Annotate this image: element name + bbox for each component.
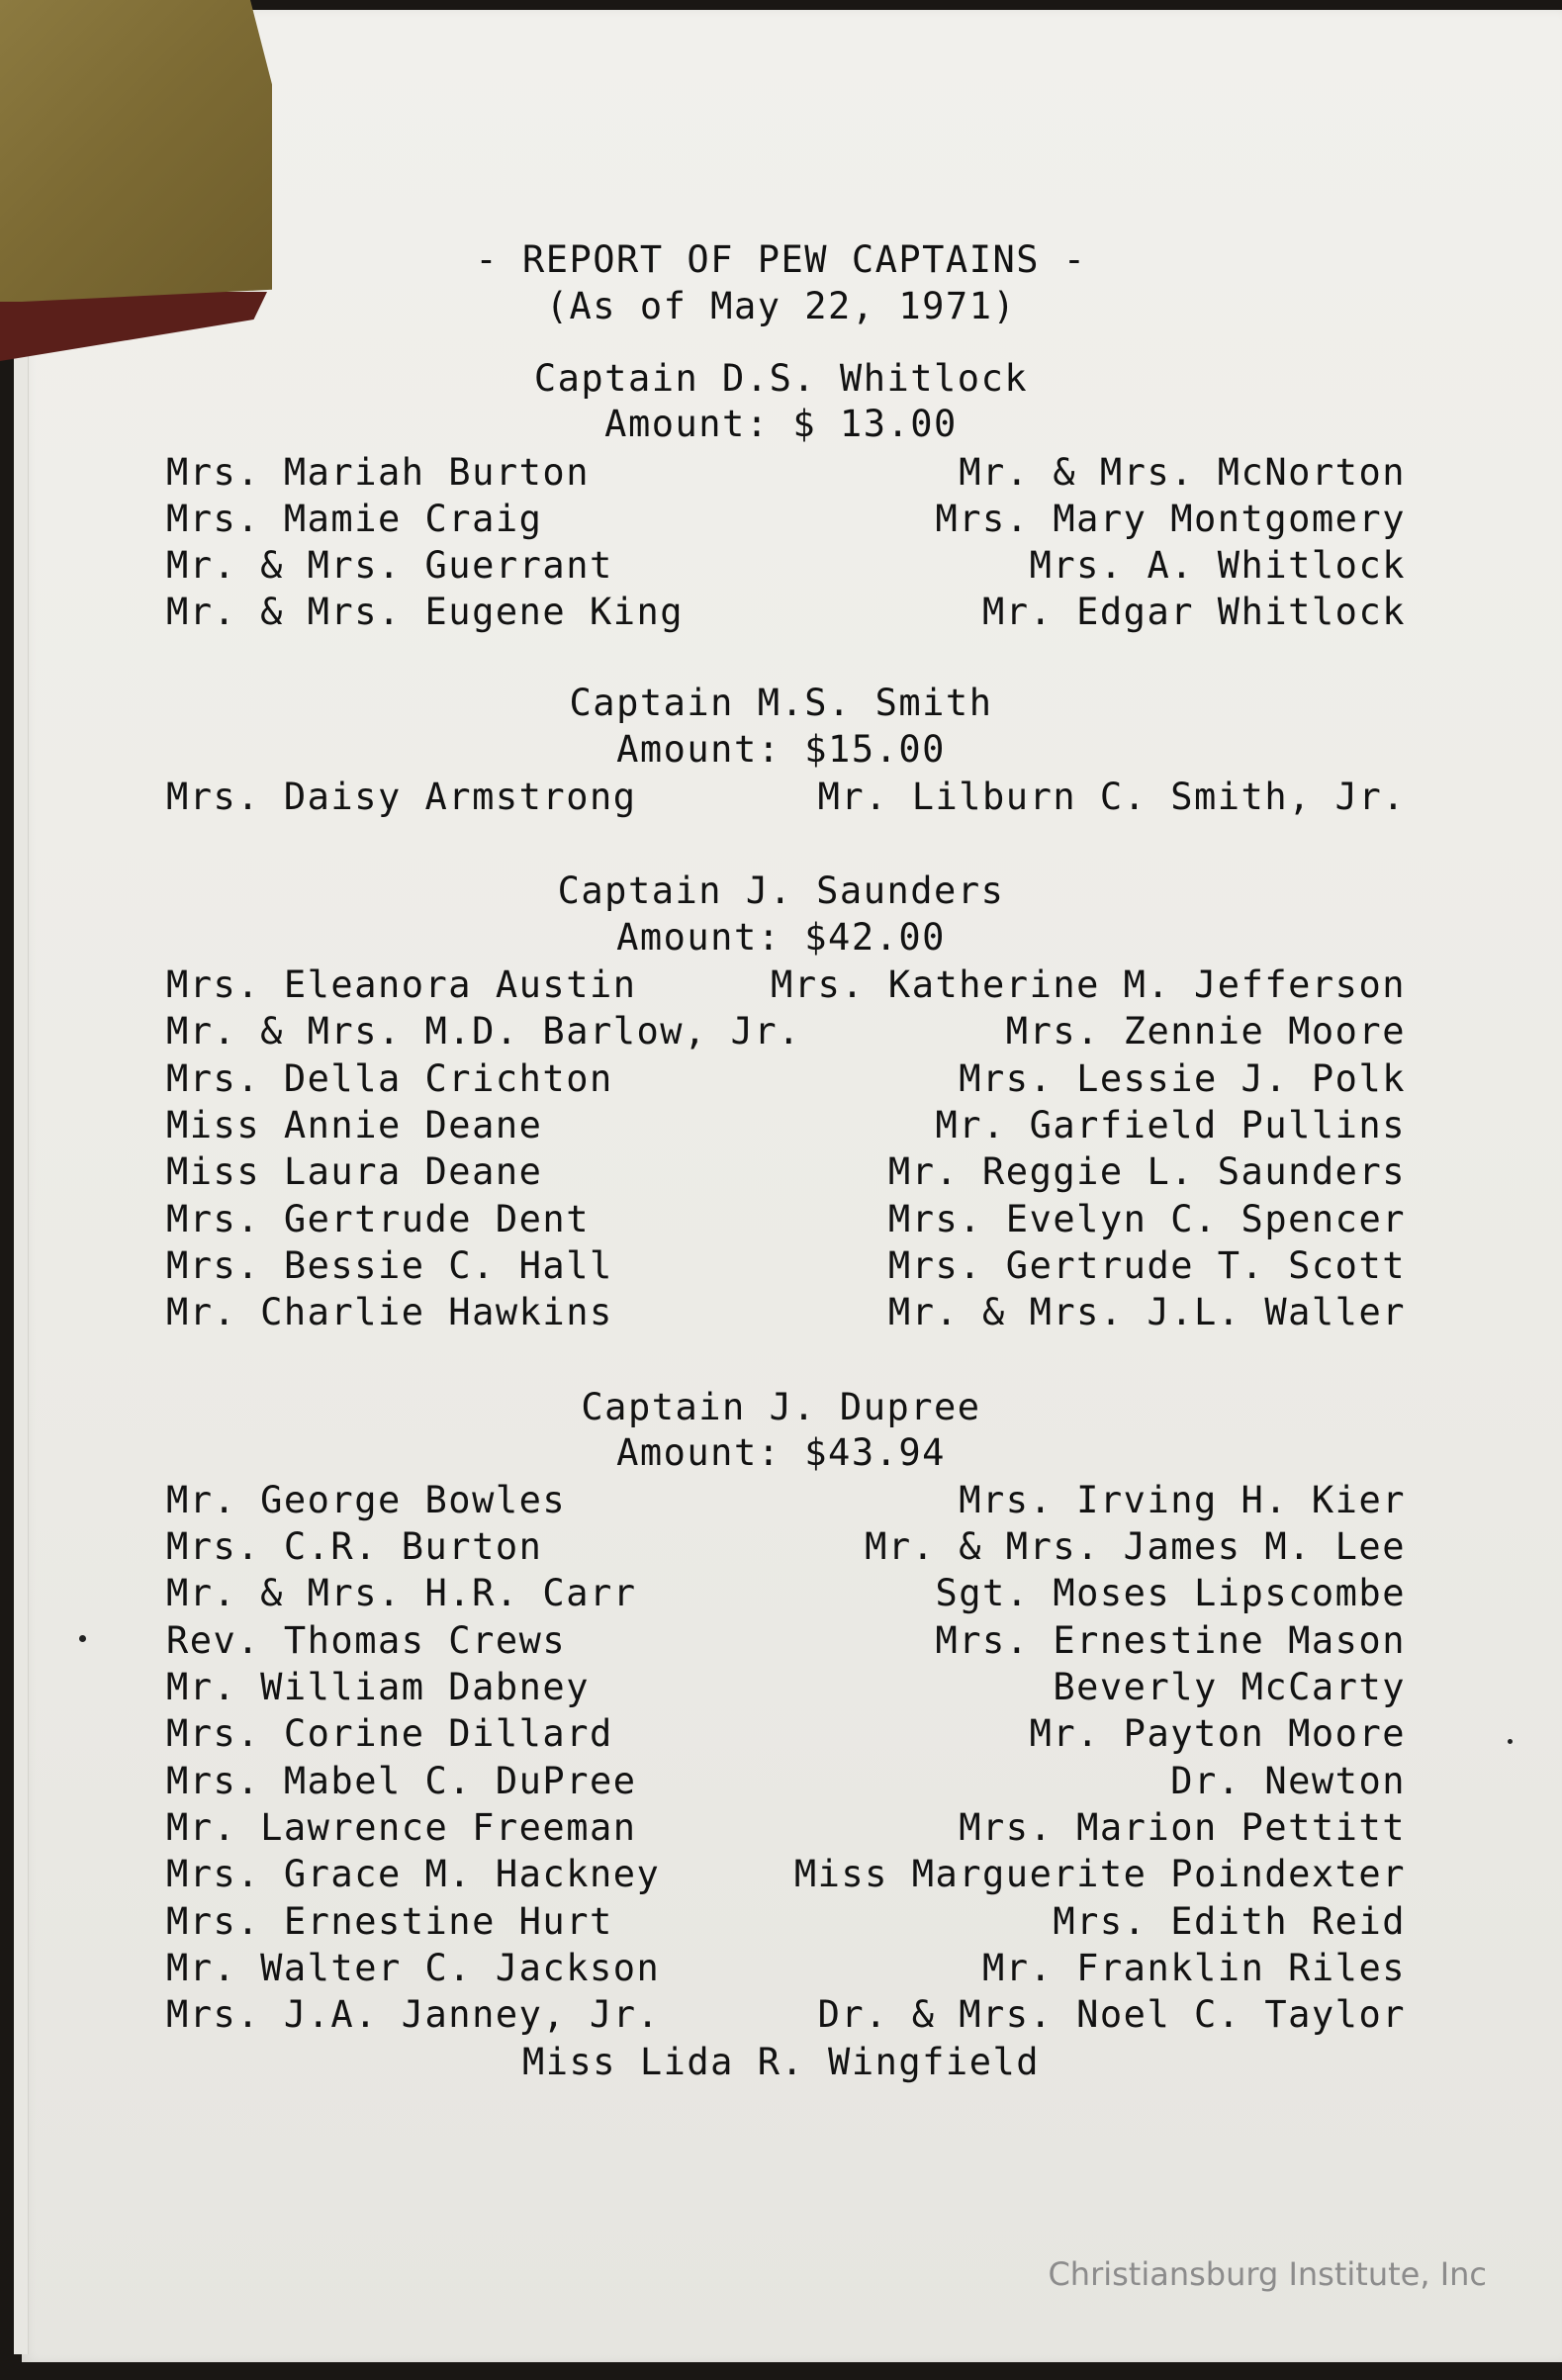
captain-amount: Amount: $43.94 [616,1431,946,1474]
member-name: Mr. Edgar Whitlock [982,591,1406,633]
member-name: Mr. & Mrs. H.R. Carr [166,1572,637,1614]
member-name: Mrs. Gertrude Dent [166,1198,590,1240]
member-name: Mr. Garfield Pullins [935,1104,1406,1146]
member-name: Mrs. A. Whitlock [1029,544,1406,587]
member-name: Mrs. Corine Dillard [166,1712,613,1755]
member-name: Mrs. Mary Montgomery [935,498,1406,540]
member-name: Mrs. Grace M. Hackney [166,1853,661,1895]
member-name: Mr. Walter C. Jackson [166,1947,661,1989]
report-date: (As of May 22, 1971) [545,285,1017,327]
member-name: Mr. Charlie Hawkins [166,1291,613,1333]
member-name: Mr. & Mrs. McNorton [959,451,1406,494]
member-name: Mrs. Lessie J. Polk [959,1057,1406,1100]
member-name: Mrs. Irving H. Kier [959,1479,1406,1521]
member-name: Mr. Lawrence Freeman [166,1806,637,1849]
member-name-centered: Miss Lida R. Wingfield [521,2041,1041,2083]
member-name: Mr. & Mrs. Guerrant [166,544,613,587]
member-name: Miss Annie Deane [166,1104,543,1146]
member-name: Mr. & Mrs. Eugene King [166,591,685,633]
watermark-text: Christiansburg Institute, Inc [1048,2255,1487,2293]
member-name: Mrs. Della Crichton [166,1057,613,1100]
member-name: Mr. & Mrs. J.L. Waller [887,1291,1406,1333]
member-name: Mrs. Zennie Moore [1005,1010,1406,1053]
member-name: Mrs. J.A. Janney, Jr. [166,1993,661,2036]
report-title: - REPORT OF PEW CAPTAINS - [475,238,1087,281]
captain-amount: Amount: $42.00 [616,916,946,959]
member-name: Mrs. Bessie C. Hall [166,1244,613,1287]
member-name: Mr. Franklin Riles [982,1947,1406,1989]
member-name: Mr. & Mrs. James M. Lee [865,1525,1406,1568]
member-name: Mrs. Ernestine Hurt [166,1900,613,1943]
member-name: Mrs. Ernestine Mason [935,1619,1406,1662]
captain-heading: Captain D.S. Whitlock [533,357,1029,400]
captain-heading: Captain J. Dupree [581,1386,981,1428]
member-name: Mr. George Bowles [166,1479,567,1521]
member-name: Mrs. Eleanora Austin [166,963,637,1006]
member-name: Beverly McCarty [1053,1666,1406,1708]
member-name: Mrs. Katherine M. Jefferson [771,963,1406,1006]
member-name: Mrs. Evelyn C. Spencer [887,1198,1406,1240]
captain-amount: Amount: $15.00 [616,728,946,771]
member-name: Mrs. Gertrude T. Scott [887,1244,1406,1287]
member-name: Sgt. Moses Lipscombe [935,1572,1406,1614]
captain-amount: Amount: $ 13.00 [604,403,958,445]
member-name: Mrs. Mariah Burton [166,451,590,494]
member-name: Mrs. Marion Pettitt [959,1806,1406,1849]
captain-heading: Captain J. Saunders [557,870,1005,912]
captain-heading: Captain M.S. Smith [569,682,993,724]
member-name: Mrs. Mabel C. DuPree [166,1760,637,1802]
member-name: Mrs. Edith Reid [1053,1900,1406,1943]
member-name: Mr. William Dabney [166,1666,590,1708]
member-name: Mr. & Mrs. M.D. Barlow, Jr. [166,1010,801,1053]
member-name: Dr. Newton [1170,1760,1406,1802]
member-name: Mrs. Daisy Armstrong [166,776,637,818]
member-name: Mr. Payton Moore [1029,1712,1406,1755]
ink-speck [1508,1739,1513,1744]
member-name: Mr. Lilburn C. Smith, Jr. [817,776,1406,818]
member-name: Rev. Thomas Crews [166,1619,567,1662]
ink-speck [79,1635,86,1642]
member-name: Mr. Reggie L. Saunders [887,1150,1406,1193]
member-name: Miss Laura Deane [166,1150,543,1193]
member-name: Dr. & Mrs. Noel C. Taylor [817,1993,1406,2036]
member-name: Mrs. C.R. Burton [166,1525,543,1568]
member-name: Mrs. Mamie Craig [166,498,543,540]
member-name: Miss Marguerite Poindexter [793,1853,1406,1895]
